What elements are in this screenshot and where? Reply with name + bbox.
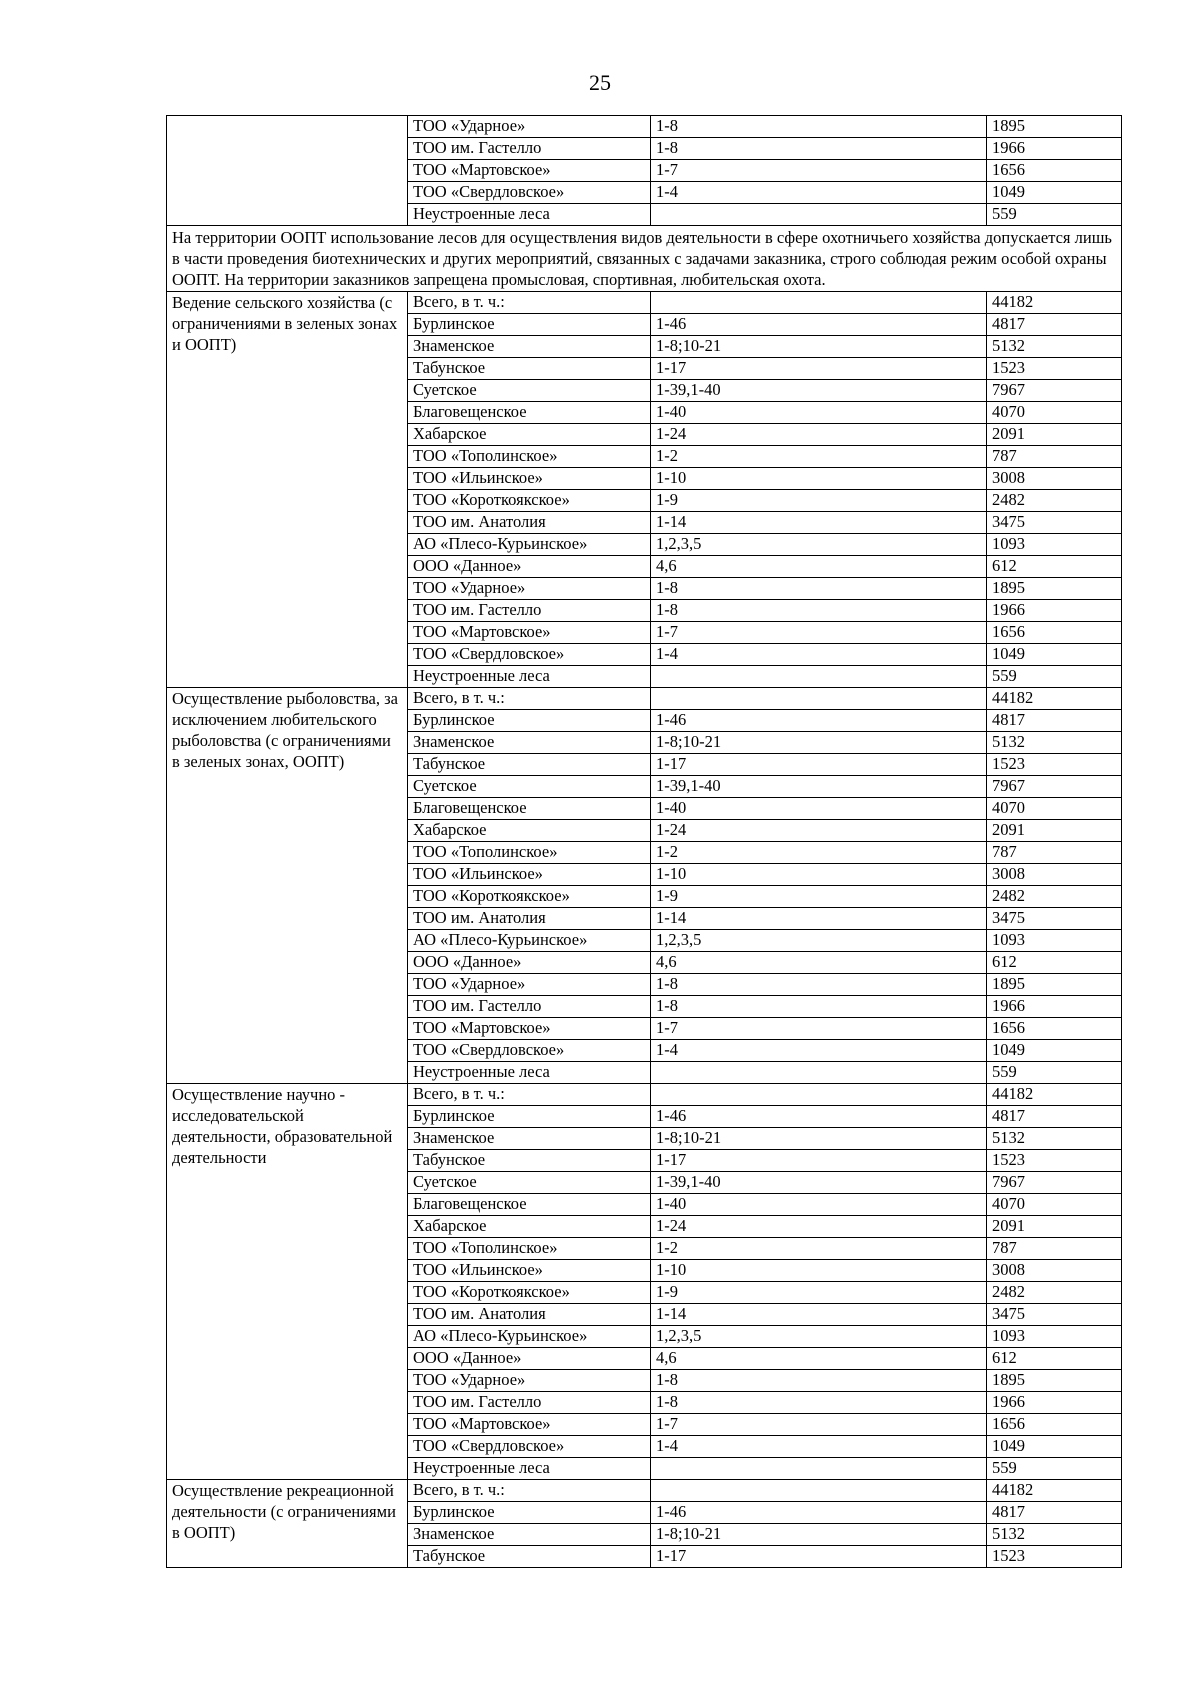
area-cell: 4070	[987, 402, 1122, 424]
forestry-name-cell: Всего, в т. ч.:	[408, 688, 651, 710]
forestry-name-cell: ТОО «Короткоякское»	[408, 1282, 651, 1304]
quarters-cell: 1,2,3,5	[651, 930, 987, 952]
quarters-cell: 1-4	[651, 1040, 987, 1062]
area-cell: 3475	[987, 512, 1122, 534]
forestry-name-cell: Неустроенные леса	[408, 666, 651, 688]
quarters-cell: 1-8	[651, 1370, 987, 1392]
area-cell: 612	[987, 1348, 1122, 1370]
forestry-name-cell: Всего, в т. ч.:	[408, 1480, 651, 1502]
area-cell: 3008	[987, 864, 1122, 886]
activity-cell	[167, 116, 408, 226]
quarters-cell	[651, 1480, 987, 1502]
quarters-cell: 1-4	[651, 1436, 987, 1458]
forestry-name-cell: Знаменское	[408, 732, 651, 754]
quarters-cell: 4,6	[651, 556, 987, 578]
forestry-name-cell: АО «Плесо-Курьинское»	[408, 1326, 651, 1348]
quarters-cell	[651, 1084, 987, 1106]
quarters-cell	[651, 666, 987, 688]
area-cell: 559	[987, 204, 1122, 226]
forestry-name-cell: ТОО «Тополинское»	[408, 842, 651, 864]
quarters-cell: 1-39,1-40	[651, 776, 987, 798]
quarters-cell: 1-14	[651, 1304, 987, 1326]
quarters-cell: 1-39,1-40	[651, 380, 987, 402]
quarters-cell: 1-8	[651, 974, 987, 996]
forestry-name-cell: ТОО «Ильинское»	[408, 864, 651, 886]
area-cell: 4817	[987, 1502, 1122, 1524]
area-cell: 44182	[987, 1084, 1122, 1106]
forestry-name-cell: Благовещенское	[408, 1194, 651, 1216]
quarters-cell: 1-39,1-40	[651, 1172, 987, 1194]
quarters-cell: 1-17	[651, 1546, 987, 1568]
quarters-cell: 1-10	[651, 468, 987, 490]
area-cell: 2091	[987, 1216, 1122, 1238]
area-cell: 1049	[987, 644, 1122, 666]
area-cell: 4817	[987, 1106, 1122, 1128]
area-cell: 2091	[987, 820, 1122, 842]
note-row	[167, 226, 1122, 292]
quarters-cell: 1-8;10-21	[651, 1524, 987, 1546]
area-cell: 1966	[987, 600, 1122, 622]
forestry-name-cell: ТОО «Ударное»	[408, 578, 651, 600]
area-cell: 1656	[987, 622, 1122, 644]
quarters-cell	[651, 688, 987, 710]
quarters-cell: 1-24	[651, 1216, 987, 1238]
area-cell: 787	[987, 446, 1122, 468]
area-cell: 612	[987, 952, 1122, 974]
quarters-cell: 1-7	[651, 622, 987, 644]
forestry-name-cell: Хабарское	[408, 820, 651, 842]
forestry-name-cell: Бурлинское	[408, 1502, 651, 1524]
area-cell: 1656	[987, 1414, 1122, 1436]
forestry-name-cell: Хабарское	[408, 424, 651, 446]
forestry-name-cell: Хабарское	[408, 1216, 651, 1238]
forestry-name-cell: ООО «Данное»	[408, 556, 651, 578]
area-cell: 1966	[987, 1392, 1122, 1414]
forestry-name-cell: ТОО им. Гастелло	[408, 138, 651, 160]
forestry-name-cell: Суетское	[408, 1172, 651, 1194]
forestry-name-cell: АО «Плесо-Курьинское»	[408, 534, 651, 556]
area-cell: 2482	[987, 1282, 1122, 1304]
forestry-name-cell: Неустроенные леса	[408, 1458, 651, 1480]
quarters-cell: 1-10	[651, 1260, 987, 1282]
area-cell: 1049	[987, 1040, 1122, 1062]
quarters-cell: 1-8	[651, 116, 987, 138]
forestry-name-cell: Знаменское	[408, 1524, 651, 1546]
area-cell: 4070	[987, 1194, 1122, 1216]
area-cell: 1049	[987, 182, 1122, 204]
area-cell: 5132	[987, 336, 1122, 358]
area-cell: 3008	[987, 1260, 1122, 1282]
forestry-name-cell: Суетское	[408, 380, 651, 402]
table-body	[167, 116, 1122, 1568]
forestry-name-cell: ТОО им. Гастелло	[408, 600, 651, 622]
quarters-cell: 1-8	[651, 578, 987, 600]
forestry-name-cell: ТОО «Тополинское»	[408, 446, 651, 468]
area-cell: 1895	[987, 1370, 1122, 1392]
area-cell: 1049	[987, 1436, 1122, 1458]
quarters-cell: 1-14	[651, 512, 987, 534]
area-cell: 4817	[987, 710, 1122, 732]
area-cell: 44182	[987, 292, 1122, 314]
quarters-cell: 1-40	[651, 1194, 987, 1216]
forestry-name-cell: ТОО «Ударное»	[408, 116, 651, 138]
area-cell: 5132	[987, 1128, 1122, 1150]
forestry-name-cell: Табунское	[408, 754, 651, 776]
quarters-cell: 1-2	[651, 1238, 987, 1260]
area-cell: 4070	[987, 798, 1122, 820]
area-cell: 559	[987, 1062, 1122, 1084]
quarters-cell: 1-8;10-21	[651, 1128, 987, 1150]
forestry-name-cell: Табунское	[408, 1546, 651, 1568]
area-cell: 2091	[987, 424, 1122, 446]
quarters-cell: 1-24	[651, 424, 987, 446]
area-cell: 44182	[987, 688, 1122, 710]
quarters-cell: 1-8;10-21	[651, 732, 987, 754]
activity-cell: Осуществление рыболовства, за исключением любительского рыболовства (с ограничениями в зеленых зонах, ООПТ)	[167, 688, 408, 1084]
forestry-name-cell: Бурлинское	[408, 314, 651, 336]
quarters-cell: 1-8	[651, 138, 987, 160]
forestry-name-cell: ТОО «Мартовское»	[408, 1414, 651, 1436]
table-row	[167, 292, 1122, 314]
forestry-name-cell: ТОО «Короткоякское»	[408, 490, 651, 512]
forestry-name-cell: ООО «Данное»	[408, 952, 651, 974]
quarters-cell: 4,6	[651, 952, 987, 974]
area-cell: 1523	[987, 1150, 1122, 1172]
quarters-cell: 1-9	[651, 490, 987, 512]
quarters-cell: 1-8	[651, 600, 987, 622]
forestry-name-cell: ТОО «Тополинское»	[408, 1238, 651, 1260]
forestry-name-cell: Суетское	[408, 776, 651, 798]
forestry-name-cell: ТОО «Свердловское»	[408, 1436, 651, 1458]
quarters-cell: 1-46	[651, 710, 987, 732]
area-cell: 5132	[987, 732, 1122, 754]
area-cell: 612	[987, 556, 1122, 578]
quarters-cell: 1-8;10-21	[651, 336, 987, 358]
quarters-cell	[651, 1062, 987, 1084]
activity-cell: Осуществление научно - исследовательской деятельности, образовательной деятельности	[167, 1084, 408, 1480]
forestry-name-cell: ТОО «Ильинское»	[408, 468, 651, 490]
area-cell: 1966	[987, 996, 1122, 1018]
area-cell: 1093	[987, 1326, 1122, 1348]
area-cell: 7967	[987, 1172, 1122, 1194]
quarters-cell: 1-40	[651, 798, 987, 820]
quarters-cell: 1-9	[651, 886, 987, 908]
area-cell: 1895	[987, 116, 1122, 138]
area-cell: 787	[987, 842, 1122, 864]
area-cell: 559	[987, 666, 1122, 688]
forestry-name-cell: Знаменское	[408, 1128, 651, 1150]
area-cell: 7967	[987, 776, 1122, 798]
area-cell: 2482	[987, 490, 1122, 512]
quarters-cell: 1-17	[651, 754, 987, 776]
area-cell: 3475	[987, 1304, 1122, 1326]
forestry-name-cell: ТОО «Мартовское»	[408, 160, 651, 182]
forestry-name-cell: ТОО «Ильинское»	[408, 1260, 651, 1282]
quarters-cell: 1-8	[651, 996, 987, 1018]
quarters-cell: 1-4	[651, 182, 987, 204]
activity-cell: Осуществление рекреационной деятельности (с ограничениями в ООПТ)	[167, 1480, 408, 1568]
quarters-cell: 4,6	[651, 1348, 987, 1370]
area-cell: 1523	[987, 754, 1122, 776]
quarters-cell: 1-10	[651, 864, 987, 886]
quarters-cell: 1-4	[651, 644, 987, 666]
quarters-cell: 1-2	[651, 446, 987, 468]
quarters-cell: 1-9	[651, 1282, 987, 1304]
table-row	[167, 1084, 1122, 1106]
activity-cell: Ведение сельского хозяйства (с ограничениями в зеленых зонах и ООПТ)	[167, 292, 408, 688]
forestry-name-cell: Благовещенское	[408, 798, 651, 820]
forestry-name-cell: АО «Плесо-Курьинское»	[408, 930, 651, 952]
area-cell: 3008	[987, 468, 1122, 490]
quarters-cell: 1-2	[651, 842, 987, 864]
area-cell: 5132	[987, 1524, 1122, 1546]
quarters-cell	[651, 1458, 987, 1480]
forestry-name-cell: Бурлинское	[408, 710, 651, 732]
area-cell: 787	[987, 1238, 1122, 1260]
note-text: На территории ООПТ использование лесов для осуществления видов деятельности в сфере охотничьего хозяйства допускается лишь в части проведения биотехнических и других мероприятий, связанных с задачами заказника, строго соблюдая режим особой охраны ООПТ. На территории заказников запрещена промысловая, спортивная, любительская охота.	[167, 226, 1122, 292]
area-cell: 1523	[987, 358, 1122, 380]
area-cell: 1895	[987, 578, 1122, 600]
area-cell: 1093	[987, 930, 1122, 952]
quarters-cell: 1-7	[651, 1018, 987, 1040]
quarters-cell: 1-8	[651, 1392, 987, 1414]
forestry-name-cell: ТОО им. Гастелло	[408, 996, 651, 1018]
area-cell: 2482	[987, 886, 1122, 908]
table-row	[167, 116, 1122, 138]
area-cell: 1895	[987, 974, 1122, 996]
quarters-cell: 1,2,3,5	[651, 534, 987, 556]
forestry-name-cell: ТОО им. Анатолия	[408, 512, 651, 534]
forestry-name-cell: ТОО «Ударное»	[408, 974, 651, 996]
forestry-name-cell: Табунское	[408, 1150, 651, 1172]
quarters-cell: 1-46	[651, 1502, 987, 1524]
quarters-cell	[651, 204, 987, 226]
forestry-name-cell: ТОО «Свердловское»	[408, 182, 651, 204]
area-cell: 44182	[987, 1480, 1122, 1502]
area-cell: 7967	[987, 380, 1122, 402]
forestry-name-cell: ТОО «Свердловское»	[408, 644, 651, 666]
quarters-cell	[651, 292, 987, 314]
forestry-name-cell: Неустроенные леса	[408, 204, 651, 226]
forestry-name-cell: ТОО «Ударное»	[408, 1370, 651, 1392]
quarters-cell: 1-7	[651, 160, 987, 182]
forestry-name-cell: Неустроенные леса	[408, 1062, 651, 1084]
area-cell: 1656	[987, 160, 1122, 182]
area-cell: 1656	[987, 1018, 1122, 1040]
quarters-cell: 1-14	[651, 908, 987, 930]
table-row	[167, 688, 1122, 710]
quarters-cell: 1,2,3,5	[651, 1326, 987, 1348]
forestry-name-cell: ТОО им. Анатолия	[408, 1304, 651, 1326]
page-number: 25	[589, 70, 611, 95]
quarters-cell: 1-17	[651, 358, 987, 380]
forestry-name-cell: ТОО «Свердловское»	[408, 1040, 651, 1062]
forestry-name-cell: Знаменское	[408, 336, 651, 358]
area-cell: 1093	[987, 534, 1122, 556]
area-cell: 4817	[987, 314, 1122, 336]
forestry-name-cell: Всего, в т. ч.:	[408, 292, 651, 314]
forestry-name-cell: ТОО им. Анатолия	[408, 908, 651, 930]
area-cell: 1966	[987, 138, 1122, 160]
area-cell: 1523	[987, 1546, 1122, 1568]
forestry-name-cell: ТОО «Мартовское»	[408, 622, 651, 644]
forestry-name-cell: ТОО им. Гастелло	[408, 1392, 651, 1414]
forestry-name-cell: Всего, в т. ч.:	[408, 1084, 651, 1106]
forestry-name-cell: Благовещенское	[408, 402, 651, 424]
table-row	[167, 1480, 1122, 1502]
quarters-cell: 1-24	[651, 820, 987, 842]
forestry-name-cell: Бурлинское	[408, 1106, 651, 1128]
area-cell: 3475	[987, 908, 1122, 930]
forestry-name-cell: ТОО «Короткоякское»	[408, 886, 651, 908]
quarters-cell: 1-46	[651, 1106, 987, 1128]
forestry-name-cell: Табунское	[408, 358, 651, 380]
area-cell: 559	[987, 1458, 1122, 1480]
forest-use-table	[166, 115, 1122, 1568]
quarters-cell: 1-46	[651, 314, 987, 336]
forestry-name-cell: ООО «Данное»	[408, 1348, 651, 1370]
quarters-cell: 1-17	[651, 1150, 987, 1172]
quarters-cell: 1-7	[651, 1414, 987, 1436]
forestry-name-cell: ТОО «Мартовское»	[408, 1018, 651, 1040]
quarters-cell: 1-40	[651, 402, 987, 424]
